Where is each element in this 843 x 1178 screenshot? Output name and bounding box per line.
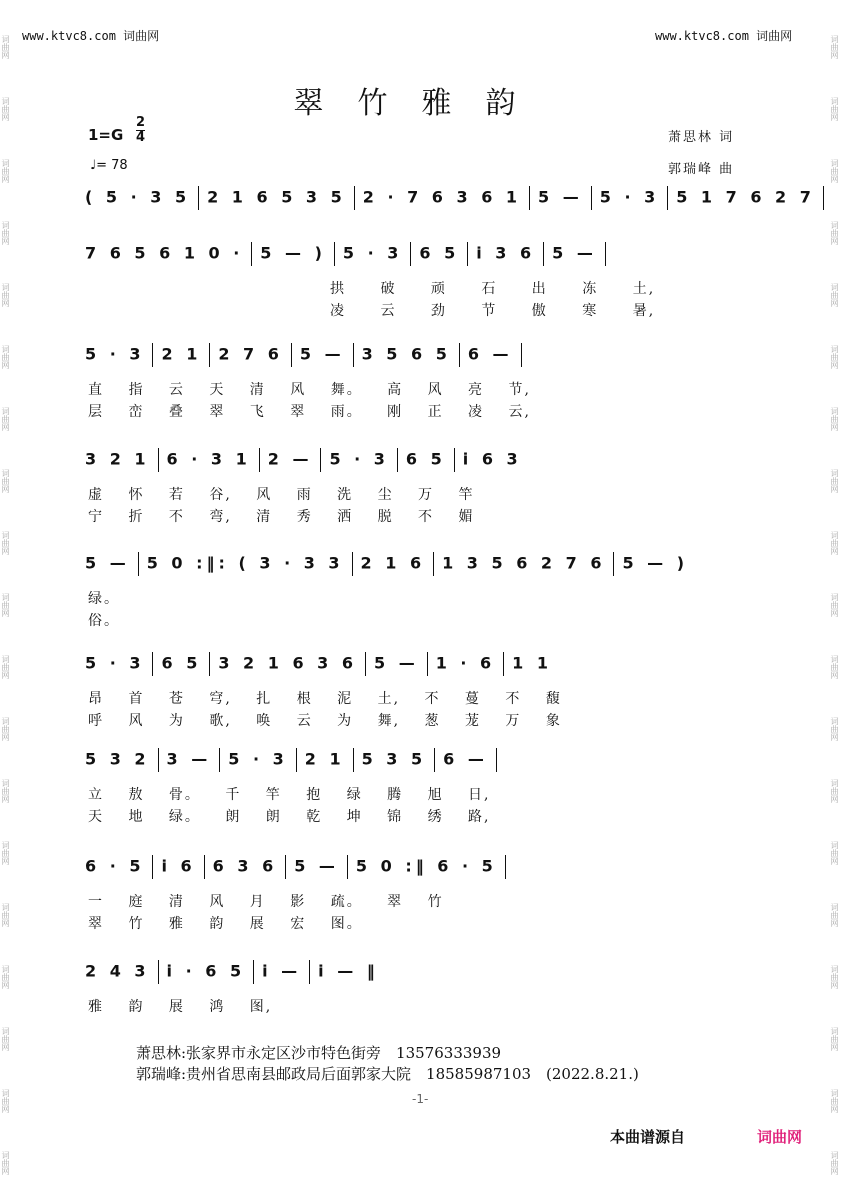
bar-line <box>352 552 353 576</box>
notation-row <box>85 343 763 373</box>
watermark-glyph: 词曲网 <box>1 35 10 59</box>
bar-line <box>410 242 411 266</box>
bar-line <box>454 448 455 472</box>
bar-line <box>365 652 366 676</box>
bar-line <box>397 448 398 472</box>
notation-row <box>85 960 763 990</box>
lyric-verse-2: 层 峦 叠 翠 飞 翠 雨。 刚 正 凌 云, <box>88 404 531 420</box>
lyric-verse-2: 凌 云 劲 节 傲 寒 暑, <box>330 303 656 319</box>
right-watermark-strip <box>829 0 843 1175</box>
measure: 5 — <box>552 243 597 263</box>
watermark-glyph: 词曲网 <box>830 717 839 741</box>
watermark-glyph: 词曲网 <box>830 531 839 555</box>
measure: 7 6 5 6 1 0 · <box>85 243 244 263</box>
measure: 5 — <box>299 344 345 364</box>
bar-line <box>496 748 497 772</box>
lyricist-credit: 萧思林 词 <box>668 130 735 145</box>
bar-line <box>823 186 824 210</box>
notation-row <box>85 855 763 885</box>
watermark-glyph: 词曲网 <box>1 97 10 121</box>
measure: i — ‖ <box>318 961 379 981</box>
bar-line <box>529 186 530 210</box>
measure: 5 0 :‖: ( 3 · 3 3 <box>146 553 344 573</box>
time-signature <box>136 116 145 145</box>
measure: i 3 6 <box>476 243 536 263</box>
watermark-glyph: 词曲网 <box>830 655 839 679</box>
key-signature: 1=G <box>88 126 124 144</box>
bar-line <box>253 960 254 984</box>
measure: 5 — <box>373 653 419 673</box>
measure: 2 1 6 <box>360 553 426 573</box>
measure: ( 5 · 3 5 <box>85 187 191 207</box>
measure: 1 1 <box>512 653 553 673</box>
notation-row <box>85 552 763 582</box>
measure: 5 · 3 <box>599 187 660 207</box>
bar-line <box>209 652 210 676</box>
notation-row <box>85 448 763 478</box>
watermark-glyph: 词曲网 <box>830 159 839 183</box>
measure: 6 5 <box>405 449 446 469</box>
bar-line <box>320 448 321 472</box>
lyric-verse-1: 虚 怀 若 谷, 风 雨 洗 尘 万 竿 <box>88 487 475 503</box>
lyric-verse-1: 绿。 <box>88 591 120 607</box>
watermark-glyph: 词曲网 <box>830 841 839 865</box>
lyric-verse-1: 昂 首 苍 穹, 扎 根 泥 土, 不 蔓 不 馥 <box>88 691 562 707</box>
measure: 2 — <box>267 449 313 469</box>
lyric-verse-1: 拱 破 顽 石 出 冻 土, <box>330 281 656 297</box>
footer-contact-1: 萧思林:张家界市永定区沙市特色街旁 13576333939 <box>136 1044 502 1062</box>
watermark-glyph: 词曲网 <box>830 469 839 493</box>
watermark-glyph: 词曲网 <box>1 407 10 431</box>
watermark-glyph: 词曲网 <box>1 965 10 989</box>
measure: 6 5 <box>419 243 460 263</box>
bar-line <box>138 552 139 576</box>
lyric-verse-2: 翠 竹 雅 韵 展 宏 图。 <box>88 916 363 932</box>
watermark-glyph: 词曲网 <box>830 779 839 803</box>
watermark-glyph: 词曲网 <box>1 1089 10 1113</box>
lyric-verse-1: 雅 韵 展 鸿 图, <box>88 999 273 1015</box>
bar-line <box>433 552 434 576</box>
bar-line <box>521 343 522 367</box>
watermark-glyph: 词曲网 <box>1 159 10 183</box>
bar-line <box>353 748 354 772</box>
bar-line <box>198 186 199 210</box>
watermark-glyph: 词曲网 <box>830 1027 839 1051</box>
bar-line <box>354 186 355 210</box>
bar-line <box>251 242 252 266</box>
lyric-verse-1: 一 庭 清 风 月 影 疏。 翠 竹 <box>88 894 444 910</box>
measure: 2 7 6 <box>218 344 283 364</box>
lyric-verse-2: 天 地 绿。 朗 朗 乾 坤 锦 绣 路, <box>88 809 491 825</box>
song-title: 翠竹雅韵 <box>293 86 550 121</box>
left-watermark-strip <box>0 0 14 1175</box>
watermark-glyph: 词曲网 <box>830 593 839 617</box>
bar-line <box>591 186 592 210</box>
measure: i 6 3 <box>462 449 522 469</box>
measure: 6 5 <box>161 653 202 673</box>
source-label: 本曲谱源自 <box>610 1128 686 1146</box>
bar-line <box>459 343 460 367</box>
measure: 3 2 1 <box>85 449 150 469</box>
measure: 5 · 3 <box>85 344 145 364</box>
measure: 5 3 5 <box>361 749 427 769</box>
bar-line <box>613 552 614 576</box>
measure: 3 5 6 5 <box>361 344 451 364</box>
measure: 2 · 7 6 3 6 1 <box>362 187 522 207</box>
bar-line <box>158 960 159 984</box>
bar-line <box>353 343 354 367</box>
watermark-glyph: 词曲网 <box>1 779 10 803</box>
bar-line <box>467 242 468 266</box>
watermark-glyph: 词曲网 <box>1 531 10 555</box>
watermark-glyph: 词曲网 <box>1 1027 10 1051</box>
watermark-glyph: 词曲网 <box>1 903 10 927</box>
bar-line <box>347 855 348 879</box>
measure: 2 1 <box>161 344 202 364</box>
bar-line <box>334 242 335 266</box>
measure: 5 · 3 <box>342 243 403 263</box>
bar-line <box>427 652 428 676</box>
measure: 5 — ) <box>260 243 326 263</box>
measure: 2 1 <box>304 749 345 769</box>
measure: 5 — <box>294 856 339 876</box>
watermark-glyph: 词曲网 <box>1 345 10 369</box>
watermark-glyph: 词曲网 <box>830 965 839 989</box>
measure: 5 0 :‖ 6 · 5 <box>355 856 497 876</box>
measure: 1 3 5 6 2 7 6 <box>442 553 606 573</box>
measure: 6 — <box>467 344 513 364</box>
page-number: -1- <box>412 1092 429 1106</box>
measure: 5 — <box>538 187 583 207</box>
bar-line <box>667 186 668 210</box>
tempo-mark: ♩= 78 <box>90 158 128 173</box>
measure: 2 4 3 <box>85 961 150 981</box>
bar-line <box>209 343 210 367</box>
watermark-glyph: 词曲网 <box>830 35 839 59</box>
measure: i · 6 5 <box>166 961 246 981</box>
watermark-glyph: 词曲网 <box>1 1151 10 1175</box>
bar-line <box>291 343 292 367</box>
notation-row <box>85 652 763 682</box>
measure: 5 — <box>85 553 130 573</box>
watermark-glyph: 词曲网 <box>830 221 839 245</box>
bar-line <box>543 242 544 266</box>
measure: 6 — <box>443 749 488 769</box>
bar-line <box>158 748 159 772</box>
watermark-glyph: 词曲网 <box>830 903 839 927</box>
notation-row <box>85 186 815 216</box>
header-site-left[interactable]: www.ktvc8.com 词曲网 <box>22 29 160 43</box>
bar-line <box>152 343 153 367</box>
watermark-glyph: 词曲网 <box>1 841 10 865</box>
watermark-glyph: 词曲网 <box>830 97 839 121</box>
watermark-glyph: 词曲网 <box>1 655 10 679</box>
bar-line <box>296 748 297 772</box>
lyric-verse-2: 呼 风 为 歌, 唤 云 为 舞, 葱 茏 万 象 <box>88 713 562 729</box>
bar-line <box>285 855 286 879</box>
bar-line <box>158 448 159 472</box>
time-sig-denominator: 4 <box>136 130 146 145</box>
bar-line <box>219 748 220 772</box>
footer-contact-2: 郭瑞峰:贵州省思南县邮政局后面郭家大院 18585987103 (2022.8.21.) <box>136 1065 639 1083</box>
time-sig-numerator: 2 <box>136 115 146 130</box>
measure: 1 · 6 <box>435 653 496 673</box>
bar-line <box>503 652 504 676</box>
bar-line <box>434 748 435 772</box>
measure: 5 3 2 <box>85 749 150 769</box>
measure: 2 1 6 5 3 5 <box>207 187 346 207</box>
lyric-verse-2: 俗。 <box>88 613 120 629</box>
watermark-glyph: 词曲网 <box>830 1151 839 1175</box>
bar-line <box>259 448 260 472</box>
bar-line <box>309 960 310 984</box>
watermark-glyph: 词曲网 <box>1 469 10 493</box>
watermark-glyph: 词曲网 <box>830 283 839 307</box>
watermark-glyph: 词曲网 <box>830 1089 839 1113</box>
bar-line <box>152 855 153 879</box>
watermark-glyph: 词曲网 <box>830 407 839 431</box>
measure: 5 · 3 <box>228 749 288 769</box>
lyric-verse-1: 直 指 云 天 清 风 舞。 高 风 亮 节, <box>88 382 531 398</box>
measure: 6 3 6 <box>212 856 278 876</box>
measure: 6 · 5 <box>85 856 145 876</box>
composer-credit: 郭瑞峰 曲 <box>668 162 735 177</box>
header-site-right[interactable]: www.ktvc8.com 词曲网 <box>655 29 793 43</box>
measure: 3 2 1 6 3 6 <box>218 653 357 673</box>
measure: 6 · 3 1 <box>166 449 251 469</box>
watermark-glyph: 词曲网 <box>1 221 10 245</box>
bar-line <box>152 652 153 676</box>
source-site-link[interactable]: 词曲网 <box>757 1128 803 1146</box>
notation-row <box>85 748 763 778</box>
measure: 5 · 3 <box>85 653 145 673</box>
measure: i 6 <box>161 856 196 876</box>
watermark-glyph: 词曲网 <box>1 593 10 617</box>
bar-line <box>204 855 205 879</box>
bar-line <box>505 855 506 879</box>
measure: 5 — ) <box>622 553 689 573</box>
watermark-glyph: 词曲网 <box>830 345 839 369</box>
lyric-verse-1: 立 敖 骨。 千 竿 抱 绿 腾 旭 日, <box>88 787 491 803</box>
measure: i — <box>262 961 302 981</box>
bar-line <box>605 242 606 266</box>
watermark-glyph: 词曲网 <box>1 283 10 307</box>
measure: 3 — <box>166 749 212 769</box>
measure: 5 1 7 6 2 7 <box>676 187 815 207</box>
notation-row <box>85 242 763 272</box>
measure: 5 · 3 <box>329 449 389 469</box>
lyric-verse-2: 宁 折 不 弯, 清 秀 洒 脱 不 媚 <box>88 509 475 525</box>
watermark-glyph: 词曲网 <box>1 717 10 741</box>
